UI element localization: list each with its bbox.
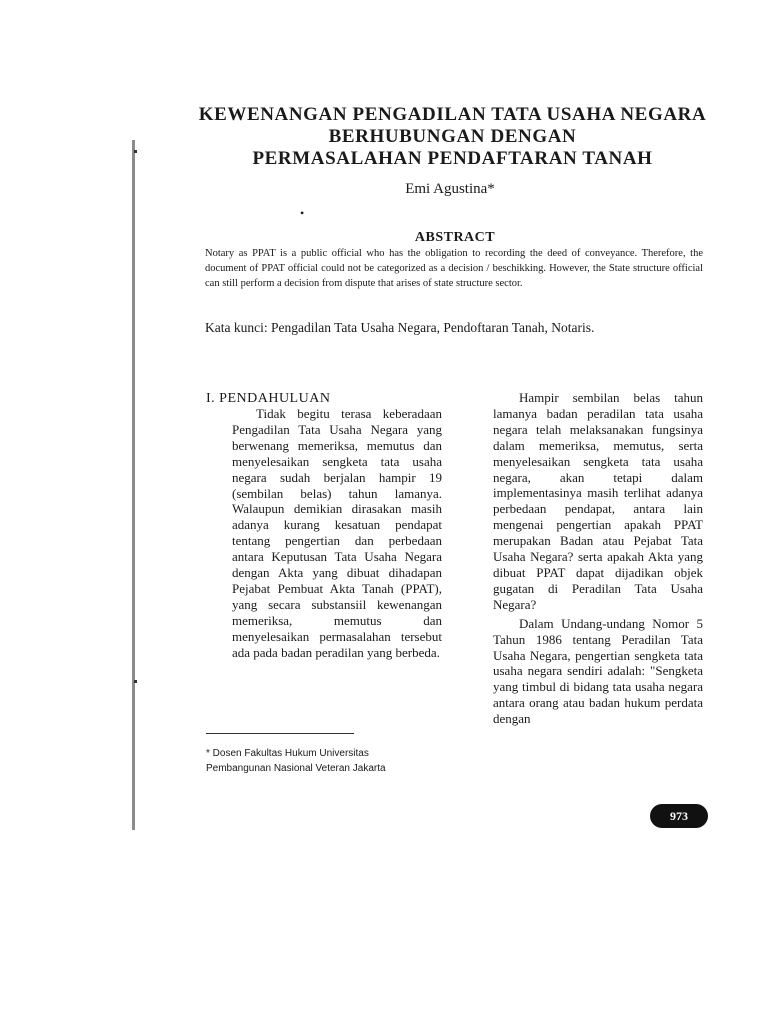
right-paragraph-1: Hampir sembilan belas tahun lamanya badan peradilan tata usaha negara telah melaksanakan fungsinya dalam memeriksa, memutus, serta menyelesaikan sengketa tata usaha negara, akan tetapi dalam implementasinya masih terlihat adanya perbedaan pendapat, antara lain mengenai pengertian apakah PPAT merupakan Badan atau Pejabat Tata Usaha Negara? serta apakah Akta yang dibuat PPAT dapat dijadikan objek gugatan di Peradilan Tata Usaha Negara? xyxy=(493,390,703,612)
author-name: Emi Agustina* xyxy=(405,181,495,197)
page-number-badge: 973 xyxy=(650,804,708,828)
footnote-divider xyxy=(206,733,354,734)
footnote-line-2: Pembangunan Nasional Veteran Jakarta xyxy=(206,763,386,774)
footnote-line-1: * Dosen Fakultas Hukum Universitas xyxy=(206,748,369,759)
stray-mark: • xyxy=(300,206,305,220)
keywords: Kata kunci: Pengadilan Tata Usaha Negara, Pendoftaran Tanah, Notaris. xyxy=(205,320,595,335)
left-column-paragraph: Tidak begitu terasa keberadaan Pengadilan Tata Usaha Negara yang berwenang memeriksa, memutus dan menyelesaikan sengketa tata usaha negara sudah berjalan hampir 19 (sembilan belas) tahun lamanya. Walaupun demikian dirasakan masih adanya kurang kesatuan pendapat tentang pengertian dan perbedaan antara Keputusan Tata Usaha Negara dengan Akta yang dibuat dihadapan Pejabat Pembuat Akta Tanah (PPAT), yang secara substansiil kewenangan memeriksa, memutus dan menyelesaikan permasalahan tersebut ada pada badan peradilan yang berbeda. xyxy=(232,406,442,660)
title-line-2: BERHUBUNGAN DENGAN xyxy=(328,126,577,147)
scan-speck xyxy=(134,150,137,153)
abstract-heading: ABSTRACT xyxy=(414,230,496,245)
right-column xyxy=(493,390,703,730)
title-line-1: KEWENANGAN PENGADILAN TATA USAHA NEGARA xyxy=(198,104,707,125)
scan-edge-mark xyxy=(132,140,135,830)
section-heading: I. PENDAHULUAN xyxy=(206,391,331,406)
title-line-3: PERMASALAHAN PENDAFTARAN TANAH xyxy=(252,148,653,169)
article-title xyxy=(190,104,715,170)
right-paragraph-2: Dalam Undang-undang Nomor 5 Tahun 1986 tentang Peradilan Tata Usaha Negara, pengertian sengketa tata usaha negara sendiri adalah: "Sengketa yang timbul di bidang tata usaha negara antara orang atau badan hukum perdata dengan xyxy=(493,615,703,727)
footnote xyxy=(206,746,456,776)
abstract-body: Notary as PPAT is a public official who has the obligation to recording the deed of conveyance. Therefore, the document of PPAT official could not be categorized as a decision / beschikking. However, the State structure official can still perform a decision from dispute that arises of state structure sector. xyxy=(205,248,703,289)
scan-speck xyxy=(134,680,137,683)
